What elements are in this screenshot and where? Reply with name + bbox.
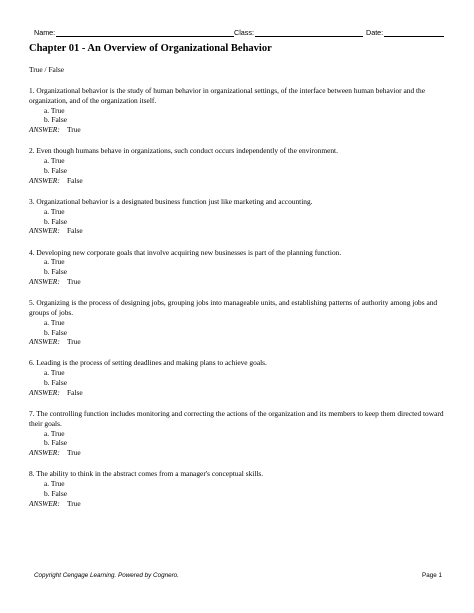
answer-label: ANSWER: bbox=[29, 387, 60, 397]
answer-label: ANSWER: bbox=[29, 175, 60, 185]
question-stem: 5. Organizing is the process of designing jobs, grouping jobs into manageable units, and establishing patterns of authority among jobs and groups of jobs. bbox=[29, 298, 438, 317]
answer-label: ANSWER: bbox=[29, 448, 60, 458]
answer-label: ANSWER: bbox=[29, 337, 60, 347]
class-field bbox=[234, 28, 363, 37]
option-true[interactable]: a. True bbox=[44, 206, 65, 216]
name-label: Name: bbox=[34, 28, 56, 37]
answer-label: ANSWER: bbox=[29, 276, 60, 286]
option-true[interactable]: a. True bbox=[44, 105, 65, 115]
header-row bbox=[34, 28, 446, 40]
option-true[interactable]: a. True bbox=[44, 428, 65, 438]
option-false[interactable]: b. False bbox=[44, 438, 67, 448]
class-label: Class: bbox=[234, 28, 254, 37]
class-line[interactable] bbox=[255, 28, 363, 37]
answer-row bbox=[29, 448, 449, 458]
answer-row bbox=[29, 388, 449, 398]
answer-value: True bbox=[67, 276, 81, 286]
question-item bbox=[29, 86, 449, 135]
question-item bbox=[29, 197, 449, 236]
option-true[interactable]: a. True bbox=[44, 156, 65, 166]
question-stem: 2. Even though humans behave in organizations, such conduct occurs independently of the environment. bbox=[29, 146, 338, 156]
question-stem: 4. Developing new corporate goals that involve acquiring new businesses is part of the planning function. bbox=[29, 247, 342, 257]
answer-row bbox=[29, 277, 449, 287]
question-item bbox=[29, 146, 449, 185]
question-stem: 1. Organizational behavior is the study of human behavior in organizational settings, of the interface between human behavior and the organization, and of the organization itself. bbox=[29, 86, 426, 105]
answer-value: True bbox=[67, 337, 81, 347]
page-footer bbox=[34, 572, 442, 579]
answer-row bbox=[29, 176, 449, 186]
section-heading: True / False bbox=[29, 65, 65, 74]
answer-label: ANSWER: bbox=[29, 498, 60, 508]
answer-row bbox=[29, 226, 449, 236]
option-false[interactable]: b. False bbox=[44, 115, 67, 125]
answer-row bbox=[29, 125, 449, 135]
option-true[interactable]: a. True bbox=[44, 368, 65, 378]
name-field bbox=[34, 28, 234, 37]
answer-label: ANSWER: bbox=[29, 226, 60, 236]
question-list bbox=[29, 86, 449, 520]
question-item bbox=[29, 469, 449, 508]
date-label: Date: bbox=[366, 28, 384, 37]
page-number: Page 1 bbox=[422, 572, 442, 579]
answer-value: False bbox=[67, 387, 83, 397]
date-field bbox=[366, 28, 444, 37]
option-true[interactable]: a. True bbox=[44, 479, 65, 489]
question-stem: 3. Organizational behavior is a designated business function just like marketing and accounting. bbox=[29, 196, 313, 206]
option-false[interactable]: b. False bbox=[44, 327, 67, 337]
question-item bbox=[29, 409, 449, 458]
copyright-text: Copyright Cengage Learning. Powered by Cognero. bbox=[34, 572, 179, 579]
question-stem: 7. The controlling function includes monitoring and correcting the actions of the organization and its members to keep them directed toward their goals. bbox=[29, 409, 444, 428]
question-item bbox=[29, 248, 449, 287]
answer-value: False bbox=[67, 226, 83, 236]
option-true[interactable]: a. True bbox=[44, 317, 65, 327]
option-false[interactable]: b. False bbox=[44, 489, 67, 499]
option-false[interactable]: b. False bbox=[44, 216, 67, 226]
question-stem: 6. Leading is the process of setting deadlines and making plans to achieve goals. bbox=[29, 358, 267, 368]
question-item bbox=[29, 358, 449, 397]
answer-value: True bbox=[67, 498, 81, 508]
answer-value: False bbox=[67, 175, 83, 185]
option-false[interactable]: b. False bbox=[44, 378, 67, 388]
question-item bbox=[29, 298, 449, 347]
name-line[interactable] bbox=[56, 28, 234, 37]
option-true[interactable]: a. True bbox=[44, 257, 65, 267]
option-false[interactable]: b. False bbox=[44, 165, 67, 175]
option-false[interactable]: b. False bbox=[44, 267, 67, 277]
date-line[interactable] bbox=[384, 28, 444, 37]
answer-label: ANSWER: bbox=[29, 125, 60, 135]
answer-row bbox=[29, 499, 449, 509]
answer-value: True bbox=[67, 448, 81, 458]
page-title: Chapter 01 - An Overview of Organizational Behavior bbox=[29, 43, 272, 54]
answer-value: True bbox=[67, 125, 81, 135]
question-stem: 8. The ability to think in the abstract comes from a manager's conceptual skills. bbox=[29, 469, 264, 479]
answer-row bbox=[29, 337, 449, 347]
